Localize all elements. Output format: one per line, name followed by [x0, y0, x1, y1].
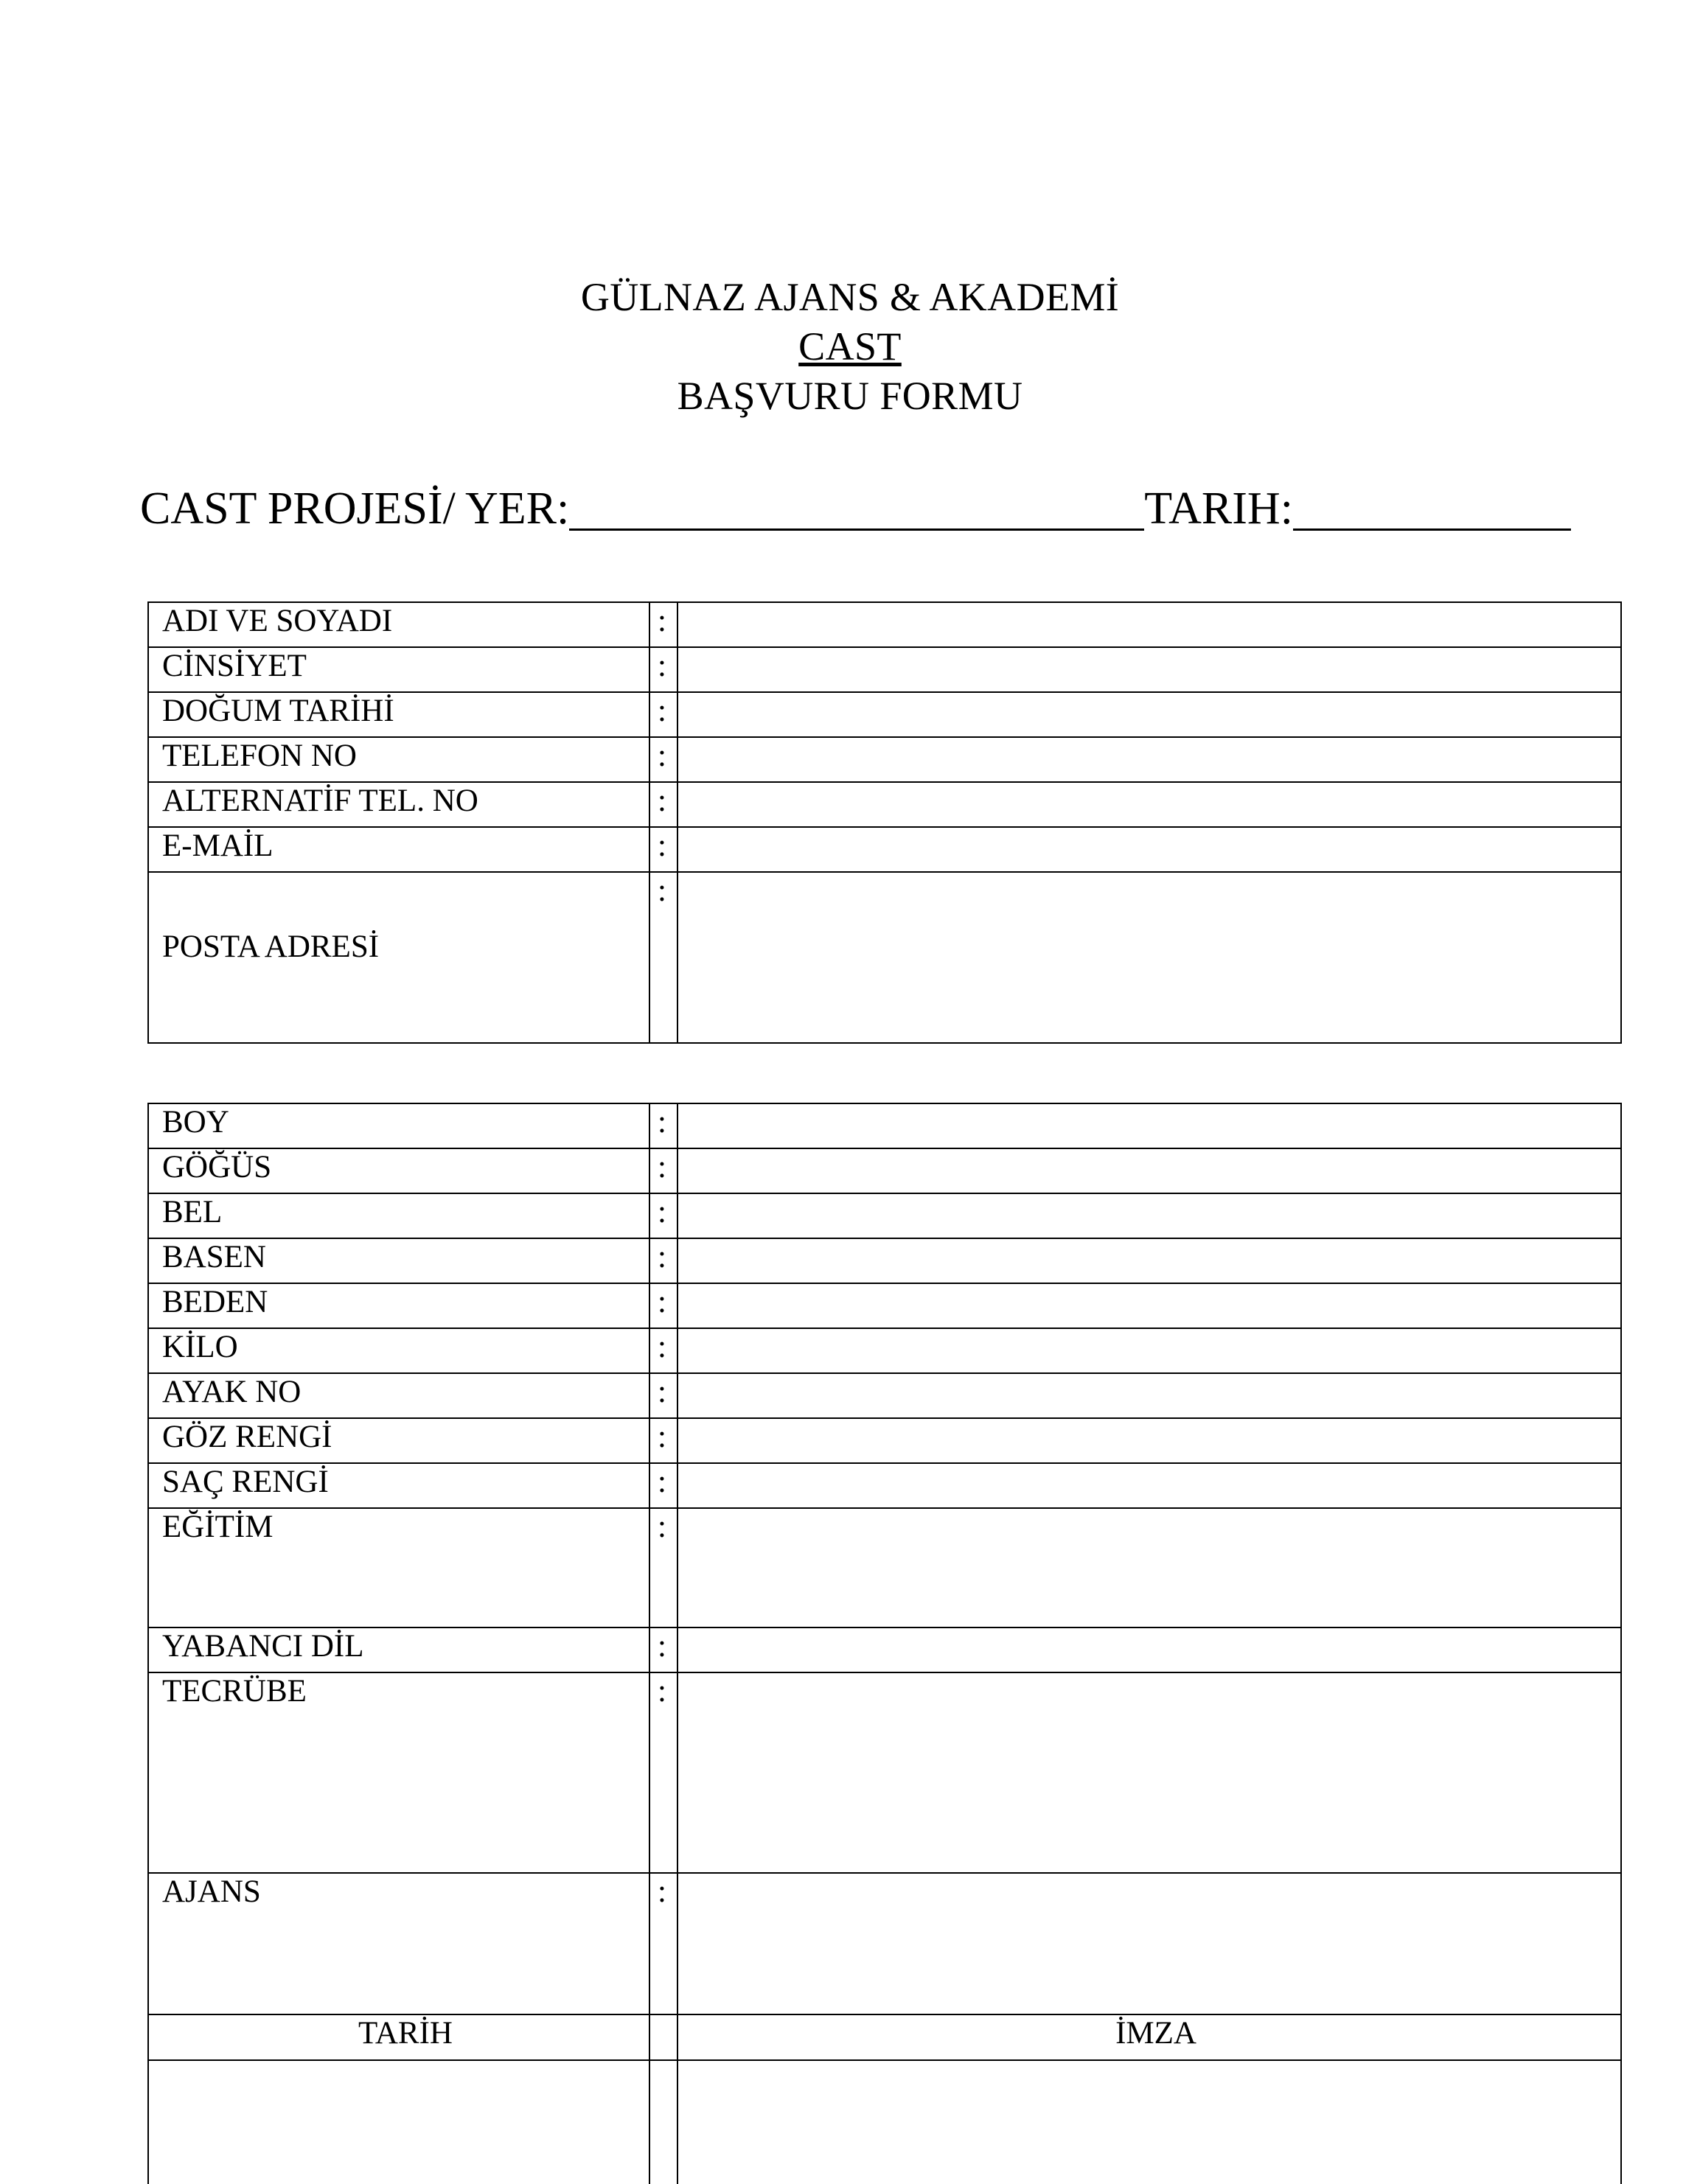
colon-separator: : [649, 872, 677, 1043]
field-label-height: BOY [148, 1103, 649, 1148]
table-row [148, 1328, 1621, 1373]
heading-line-form: BAŞVURU FORMU [677, 373, 1023, 418]
table-row [148, 692, 1621, 737]
field-label-size: BEDEN [148, 1283, 649, 1328]
cast-project-label: CAST PROJESİ/ YER: [140, 483, 570, 534]
table-row [148, 827, 1621, 872]
field-label-weight: KİLO [148, 1328, 649, 1373]
colon-separator-empty [649, 2014, 677, 2060]
field-value-height[interactable] [677, 1103, 1621, 1148]
table-row [148, 1103, 1621, 1148]
field-label-email: E-MAİL [148, 827, 649, 872]
table-row [148, 1672, 1621, 1873]
field-value-phone[interactable] [677, 737, 1621, 782]
colon-separator: : [649, 827, 677, 872]
signature-date-value[interactable] [148, 2060, 649, 2184]
colon-separator: : [649, 602, 677, 647]
colon-separator: : [649, 1418, 677, 1463]
field-label-phone: TELEFON NO [148, 737, 649, 782]
field-value-email[interactable] [677, 827, 1621, 872]
field-label-eye-color: GÖZ RENGİ [148, 1418, 649, 1463]
table-row-signature-values [148, 2060, 1621, 2184]
colon-separator: : [649, 1238, 677, 1283]
cast-project-input[interactable] [569, 493, 1144, 531]
field-label-agency: AJANS [148, 1873, 649, 2014]
table-row-signature-headers [148, 2014, 1621, 2060]
colon-separator: : [649, 1463, 677, 1508]
colon-separator: : [649, 1193, 677, 1238]
field-value-hair-color[interactable] [677, 1463, 1621, 1508]
field-value-waist[interactable] [677, 1193, 1621, 1238]
field-label-hips: BASEN [148, 1238, 649, 1283]
table-row [148, 1463, 1621, 1508]
personal-info-table [147, 601, 1622, 1044]
physical-details-table [147, 1103, 1622, 2184]
field-label-hair-color: SAÇ RENGİ [148, 1463, 649, 1508]
table-row [148, 1193, 1621, 1238]
colon-separator: : [649, 692, 677, 737]
field-value-size[interactable] [677, 1283, 1621, 1328]
date-label: TARIH: [1144, 483, 1293, 534]
field-value-experience[interactable] [677, 1672, 1621, 1873]
field-value-shoe-size[interactable] [677, 1373, 1621, 1418]
field-label-alt-phone: ALTERNATİF TEL. NO [148, 782, 649, 827]
field-value-postal-address[interactable] [677, 872, 1621, 1043]
table-row [148, 1508, 1621, 1627]
signature-value[interactable] [677, 2060, 1621, 2184]
colon-separator: : [649, 1627, 677, 1672]
heading-line-company: GÜLNAZ AJANS & AKADEMİ [580, 275, 1120, 319]
field-value-agency[interactable] [677, 1873, 1621, 2014]
field-label-postal-address-text: POSTA ADRESİ [162, 929, 380, 964]
table-row [148, 1418, 1621, 1463]
field-label-waist: BEL [148, 1193, 649, 1238]
field-label-birth-date: DOĞUM TARİHİ [148, 692, 649, 737]
field-label-chest: GÖĞÜS [148, 1148, 649, 1193]
colon-separator: : [649, 1283, 677, 1328]
field-label-shoe-size: AYAK NO [148, 1373, 649, 1418]
table-row [148, 737, 1621, 782]
heading-line-cast: CAST [798, 324, 902, 369]
signature-date-header: TARİH [148, 2014, 649, 2060]
colon-separator: : [649, 1508, 677, 1627]
field-value-full-name[interactable] [677, 602, 1621, 647]
colon-separator: : [649, 737, 677, 782]
field-value-chest[interactable] [677, 1148, 1621, 1193]
table-row [148, 1373, 1621, 1418]
table-row [148, 872, 1621, 1043]
colon-separator: : [649, 1328, 677, 1373]
field-label-experience: TECRÜBE [148, 1672, 649, 1873]
table-row [148, 1238, 1621, 1283]
colon-separator: : [649, 1873, 677, 2014]
field-value-weight[interactable] [677, 1328, 1621, 1373]
table-row [148, 782, 1621, 827]
colon-separator: : [649, 782, 677, 827]
field-value-gender[interactable] [677, 647, 1621, 692]
document-heading [0, 273, 1700, 421]
field-label-postal-address [148, 872, 649, 1043]
colon-separator: : [649, 1103, 677, 1148]
field-value-education[interactable] [677, 1508, 1621, 1627]
table-row [148, 1627, 1621, 1672]
field-label-education: EĞİTİM [148, 1508, 649, 1627]
field-label-gender: CİNSİYET [148, 647, 649, 692]
colon-separator: : [649, 1148, 677, 1193]
colon-separator: : [649, 1672, 677, 1873]
table-row [148, 1148, 1621, 1193]
field-value-foreign-language[interactable] [677, 1627, 1621, 1672]
table-row [148, 1283, 1621, 1328]
field-value-eye-color[interactable] [677, 1418, 1621, 1463]
field-value-alt-phone[interactable] [677, 782, 1621, 827]
colon-separator: : [649, 1373, 677, 1418]
colon-separator-empty [649, 2060, 677, 2184]
field-label-foreign-language: YABANCI DİL [148, 1627, 649, 1672]
table-row [148, 647, 1621, 692]
colon-separator: : [649, 647, 677, 692]
table-row [148, 602, 1621, 647]
table-row [148, 1873, 1621, 2014]
field-value-hips[interactable] [677, 1238, 1621, 1283]
project-and-date-line [0, 483, 1700, 535]
signature-header: İMZA [677, 2014, 1621, 2060]
field-label-full-name: ADI VE SOYADI [148, 602, 649, 647]
date-input[interactable] [1293, 493, 1571, 531]
field-value-birth-date[interactable] [677, 692, 1621, 737]
